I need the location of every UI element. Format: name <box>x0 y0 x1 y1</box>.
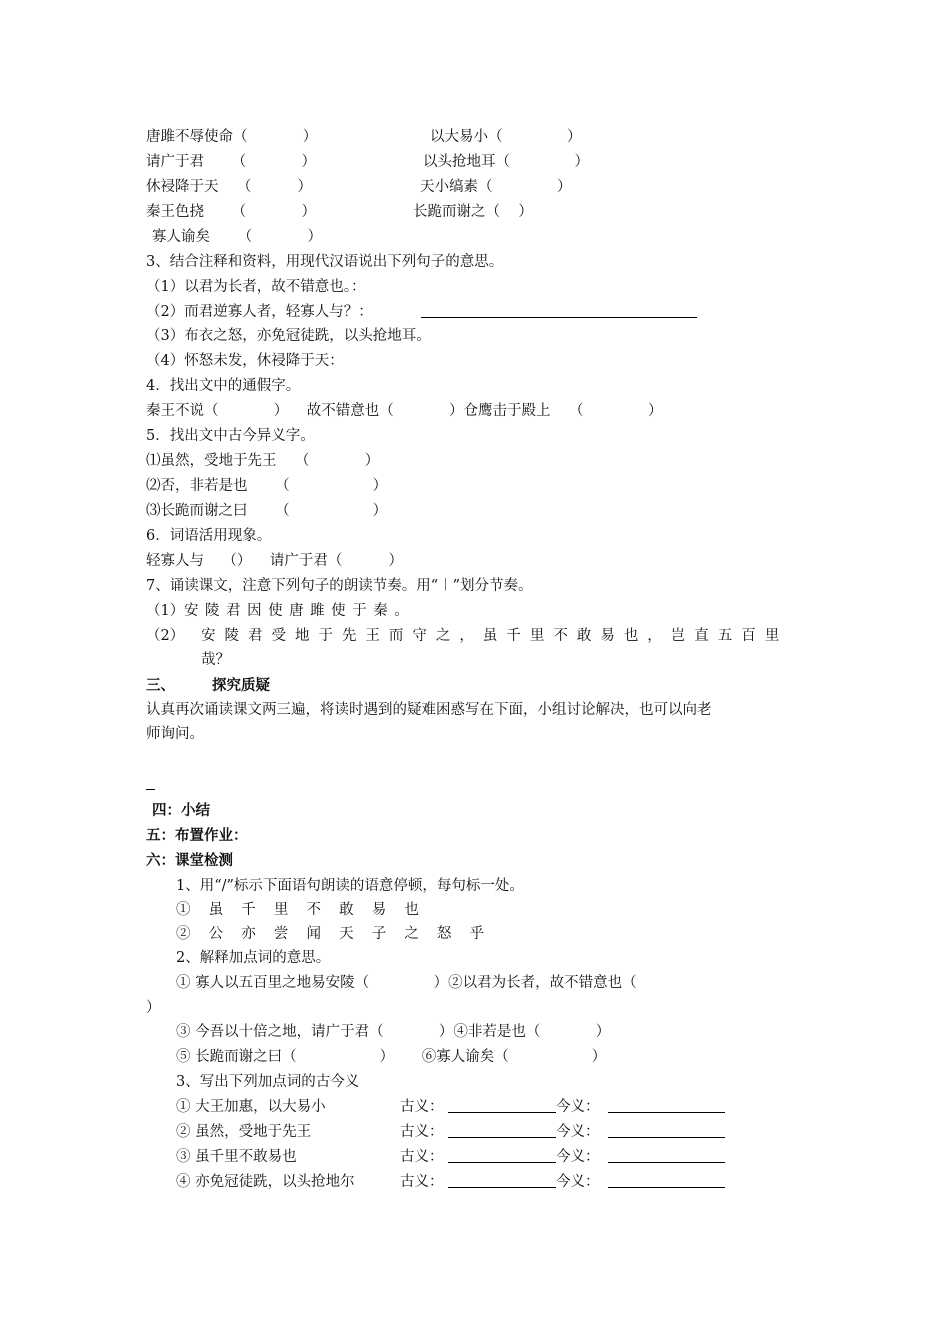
test-q2-line-3: ③ 今吾以十倍之地，请广于君（ ）④非若是也（ ） <box>176 1024 611 1040</box>
q7-sentence-2b: 哉？ <box>201 652 230 668</box>
jin-answer-line[interactable] <box>608 1112 725 1113</box>
q4-line: 秦王不说（ ） 故不错意也（ ）仓鹰击于殿上 （ ） <box>146 403 663 419</box>
gujin-label-4: ④ 亦免冠徒跣，以头抢地尔 <box>176 1174 355 1190</box>
q3-sentence-2: （2）而君逆寡人者，轻寡人与？： <box>146 304 373 320</box>
test-q1-a: ①虽千里不敢易也 <box>176 902 437 918</box>
q3-sentence-4: （4）怀怒未发，休祲降于天： <box>146 353 344 369</box>
gujin-label-2: ② 虽然，受地于先王 <box>176 1124 312 1140</box>
q7-sentence-1: 安陵君因使唐雎使于秦。 <box>184 603 416 619</box>
gujin-jin-2: 今义： <box>556 1124 600 1140</box>
gu-answer-line[interactable] <box>448 1137 556 1138</box>
q3-title: 3、结合注释和资料，用现代汉语说出下列句子的意思。 <box>146 254 504 270</box>
gu-answer-line[interactable] <box>448 1162 556 1163</box>
gujin-jin-4: 今义： <box>556 1174 600 1190</box>
q7-sentence-2a: 安陵君受地于先王而守之，虽千里不敢易也，岂直五百里 <box>201 628 789 644</box>
test-q2-line-1: ① 寡人以五百里之地易安陵（ ）②以君为长者，故不错意也（ <box>176 975 637 991</box>
gujin-jin-3: 今义： <box>556 1149 600 1165</box>
q5-item-1: ⑴虽然，受地于先王 （ ） <box>146 453 380 469</box>
q3-sentence-1: （1）以君为长者，故不错意也。： <box>146 279 366 295</box>
section6-heading: 六：课堂检测 <box>146 853 233 869</box>
word-item-5: 休祲降于天 （ ） <box>146 179 313 195</box>
gujin-gu-4: 古义： <box>400 1174 444 1190</box>
q7-title: 7、诵读课文，注意下列句子的朗读节奏。用“︱”划分节奏。 <box>146 578 533 594</box>
gu-answer-line[interactable] <box>448 1112 556 1113</box>
section3-title: 探究质疑 <box>212 678 270 694</box>
word-item-8: 长跪而谢之（ ） <box>413 204 533 220</box>
q7-num-2: （2） <box>146 628 185 644</box>
gujin-gu-3: 古义： <box>400 1149 444 1165</box>
gujin-label-3: ③ 虽千里不敢易也 <box>176 1149 297 1165</box>
section3-text-1: 认真再次诵读课文两三遍，将读时遇到的疑难困惑写在下面，小组讨论解决，也可以向老 <box>146 702 712 718</box>
gujin-jin-1: 今义： <box>556 1099 600 1115</box>
q5-title: 5．找出文中古今异义字。 <box>146 428 315 444</box>
test-q2-line-5: ⑤ 长跪而谢之曰（ ） ⑥寡人谕矣（ ） <box>176 1049 607 1065</box>
q4-title: 4．找出文中的通假字。 <box>146 378 301 394</box>
test-q1: 1、用“/”标示下面语句朗读的语意停顿，每句标一处。 <box>176 878 524 894</box>
q6-line: 轻寡人与 （） 请广于君（ ） <box>146 553 403 569</box>
q6-title: 6．词语活用现象。 <box>146 528 272 544</box>
gujin-gu-2: 古义： <box>400 1124 444 1140</box>
jin-answer-line[interactable] <box>608 1162 725 1163</box>
test-q2: 2、解释加点词的意思。 <box>176 950 331 966</box>
section4-heading: 四：小结 <box>152 803 210 819</box>
word-item-2: 以大易小（ ） <box>430 129 582 145</box>
word-item-4: 以头抢地耳（ ） <box>423 154 590 170</box>
gujin-label-1: ① 大王加惠，以大易小 <box>176 1099 326 1115</box>
q3-sentence-3: （3）布衣之怒，亦免冠徒跣，以头抢地耳。 <box>146 328 431 344</box>
test-q1-b: ②公亦尝闻天子之怒乎 <box>176 926 503 942</box>
word-item-9: 寡人谕矣 （ ） <box>152 229 322 245</box>
section5-heading: 五：布置作业： <box>146 828 248 844</box>
gujin-gu-1: 古义： <box>400 1099 444 1115</box>
q5-item-2: ⑵否，非若是也 （ ） <box>146 478 388 494</box>
word-item-6: 天小缟素（ ） <box>420 179 572 195</box>
gu-answer-line[interactable] <box>448 1187 556 1188</box>
q7-num-1: （1） <box>146 603 185 619</box>
section3-number: 三、 <box>146 678 175 694</box>
word-item-3: 请广于君 （ ） <box>146 154 316 170</box>
word-item-7: 秦王色挠 （ ） <box>146 204 316 220</box>
word-item-1: 唐雎不辱使命（ ） <box>146 129 318 145</box>
test-q3: 3、写出下列加点词的古今义 <box>176 1074 360 1090</box>
dash-mark <box>146 789 155 790</box>
jin-answer-line[interactable] <box>608 1137 725 1138</box>
q5-item-3: ⑶长跪而谢之曰 （ ） <box>146 503 388 519</box>
jin-answer-line[interactable] <box>608 1187 725 1188</box>
section3-text-2: 师询问。 <box>146 726 204 742</box>
test-q2-line-1b: ） <box>146 1000 161 1016</box>
answer-line[interactable] <box>421 317 697 318</box>
